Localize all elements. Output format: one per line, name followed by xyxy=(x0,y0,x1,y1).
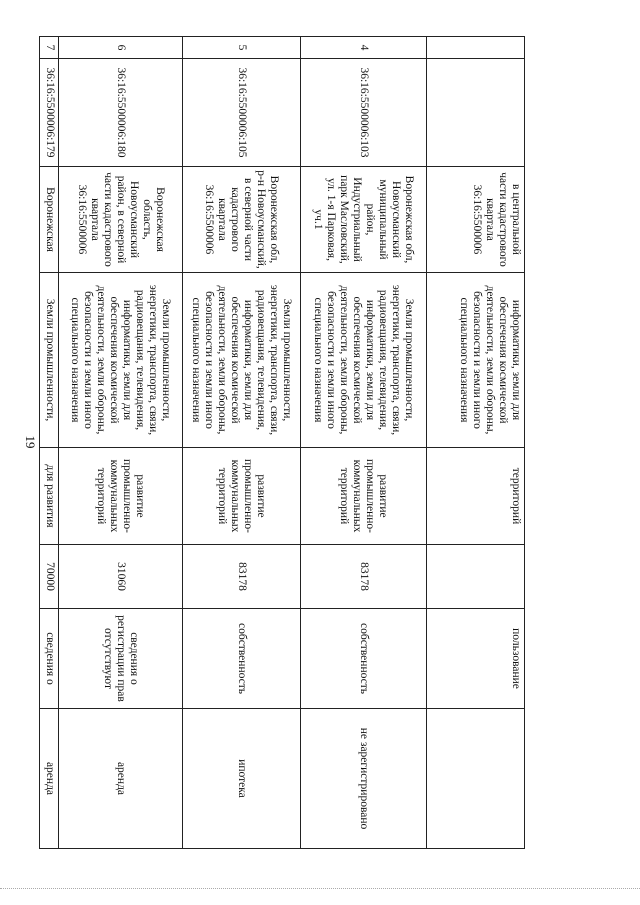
area: 83178 xyxy=(301,545,427,609)
encumbrance: ипотека xyxy=(183,709,301,849)
table-row xyxy=(427,37,525,849)
right-type: сведения о xyxy=(40,609,59,709)
permitted-use: развитие промышленно-коммунальных территорий xyxy=(183,448,301,545)
table-row xyxy=(40,37,59,849)
area: 70000 xyxy=(40,545,59,609)
encumbrance: не зарегистрировано xyxy=(301,709,427,849)
permitted-use: развитие промышленно-коммунальных территорий xyxy=(301,448,427,545)
row-number: 5 xyxy=(183,37,301,59)
table-row xyxy=(301,37,427,849)
permitted-use: для развития xyxy=(40,448,59,545)
encumbrance xyxy=(427,709,525,849)
land-category: информатики, земли для обеспечения космической деятельности, земли обороны, безопасности и земли иного специального назначения xyxy=(427,273,525,448)
area xyxy=(427,545,525,609)
address: Воронежская область, Новоусманский район, в северной части кадастрового квартала 36:16:5500006 xyxy=(59,167,183,273)
cadastral-number: 36:16:5500006:105 xyxy=(183,59,301,167)
page-number: 19 xyxy=(23,435,38,449)
row-number: 7 xyxy=(40,37,59,59)
cadastral-number: 36:16:5500006:103 xyxy=(301,59,427,167)
encumbrance: аренда xyxy=(59,709,183,849)
cadastral-number: 36:16:5500006:180 xyxy=(59,59,183,167)
scan-edge-line xyxy=(0,888,640,890)
encumbrance: аренда xyxy=(40,709,59,849)
cadastral-number xyxy=(427,59,525,167)
row-number: 6 xyxy=(59,37,183,59)
land-category: Земли промышленности, энергетики, транспорта, связи, радиовещания, телевидения, информатики, земли для обеспечения космической деятельности, земли обороны, безопасности и земли иного специального назначения xyxy=(301,273,427,448)
right-type: собственность xyxy=(301,609,427,709)
land-plots-table xyxy=(39,36,525,849)
permitted-use: территорий xyxy=(427,448,525,545)
address: в центральной части кадастрового квартала 36:16:5500006 xyxy=(427,167,525,273)
land-plots-table-wrapper xyxy=(44,36,525,848)
land-category: Земли промышленности, энергетики, транспорта, связи, радиовещания, телевидения, информатики, земли для обеспечения космической деятельности, земли обороны, безопасности и земли иного специального назначения xyxy=(59,273,183,448)
row-number xyxy=(427,37,525,59)
table-row xyxy=(59,37,183,849)
land-category: Земли промышленности, xyxy=(40,273,59,448)
permitted-use: развитие промышленно-коммунальных территорий xyxy=(59,448,183,545)
area: 83178 xyxy=(183,545,301,609)
right-type: сведения о регистрации прав отсутствуют xyxy=(59,609,183,709)
address: Воронежская обл, Новоусманский муниципальный район, Индустриальный парк Масловский, ул. 1-я Парковая, уч.1 xyxy=(301,167,427,273)
right-type: собственность xyxy=(183,609,301,709)
address: Воронежская обл, р-н Новоусманский, в северной части кадастрового квартала 36:16:5500006 xyxy=(183,167,301,273)
right-type: пользование xyxy=(427,609,525,709)
area: 31060 xyxy=(59,545,183,609)
row-number: 4 xyxy=(301,37,427,59)
table-row xyxy=(183,37,301,849)
land-category: Земли промышленности, энергетики, транспорта, связи, радиовещания, телевидения, информатики, земли для обеспечения космической деятельности, земли обороны, безопасности и земли иного специального назначения xyxy=(183,273,301,448)
address: Воронежская xyxy=(40,167,59,273)
cadastral-number: 36:16:5500006:179 xyxy=(40,59,59,167)
